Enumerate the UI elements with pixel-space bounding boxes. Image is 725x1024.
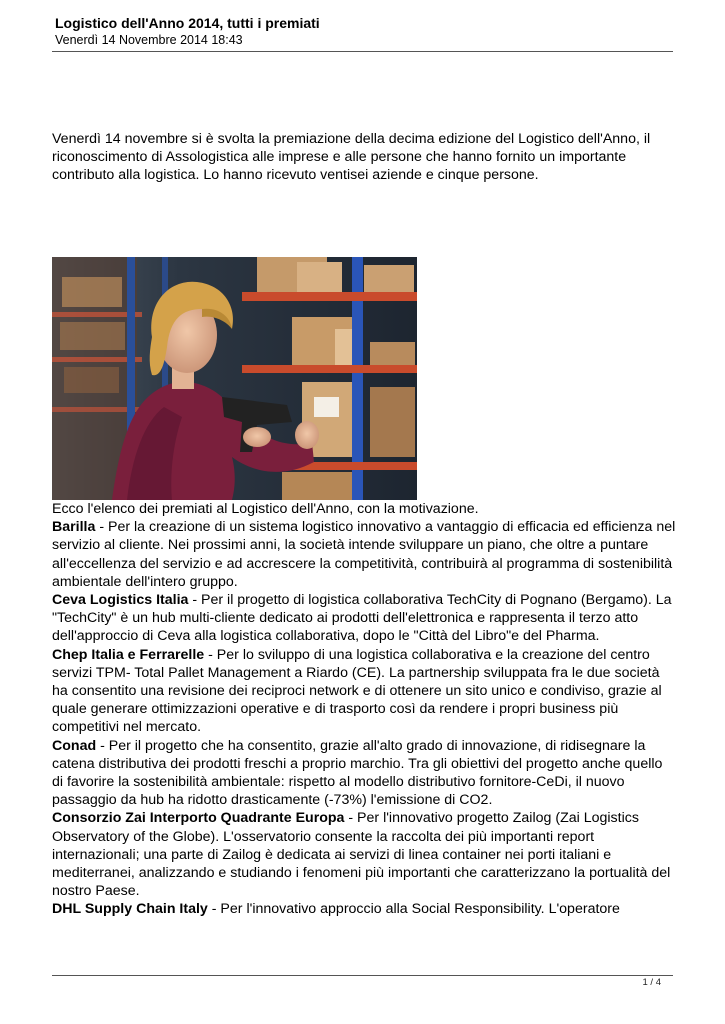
awards-list	[52, 500, 677, 919]
award-text: - Per lo sviluppo di una logistica collaborativa e la creazione del centro servizi TPM- Total Pallet Management a Riardo (CE). La partnership sviluppata fra le due società ha consentito una revisione dei reciproci network e di ottenere un sito unico e condiviso, grazie al quale generare ottimizzazioni operative e di trasporto così da rendere i propri business più competitivi nel mercato.	[52, 646, 662, 736]
page-number: 1 / 4	[642, 977, 661, 988]
award-name: Barilla	[52, 519, 96, 536]
award-name: Ceva Logistics Italia	[52, 592, 189, 609]
document-date: Venerdì 14 Novembre 2014 18:43	[55, 33, 243, 47]
award-name: DHL Supply Chain Italy	[52, 901, 208, 918]
warehouse-worker-photo	[52, 257, 417, 500]
header-divider	[52, 51, 673, 52]
award-entry-ceva	[52, 591, 677, 646]
award-text: - Per il progetto di logistica collaborativa TechCity di Pognano (Bergamo). La "TechCity" è un hub multi-cliente dedicato ai prodotti dell'elettronica e rappresenta il terzo atto dell'approccio di Ceva alla logistica collaborativa, dopo le "Città del Libro"e del Pharma.	[52, 592, 672, 645]
award-entry-consorzio-zai	[52, 809, 677, 900]
document-header	[55, 15, 675, 48]
document-title: Logistico dell'Anno 2014, tutti i premiati	[55, 15, 320, 31]
award-name: Chep Italia e Ferrarelle	[52, 646, 205, 663]
award-text: - Per l'innovativo approccio alla Social Responsibility. L'operatore	[207, 901, 620, 918]
award-name: Consorzio Zai Interporto Quadrante Europa	[52, 810, 345, 827]
award-entry-barilla	[52, 518, 677, 591]
award-text: - Per il progetto che ha consentito, grazie all'alto grado di innovazione, di ridisegnare la catena distributiva dei prodotti freschi a proprio marchio. Tra gli obiettivi del progetto anche quello di favorire la sostenibilità ambientale: rispetto al modello distributivo fornitore-CeDi, il nuovo passaggio da hub ha ridotto drasticamente (-73%) l'emissione di CO2.	[52, 737, 663, 809]
award-entry-conad	[52, 737, 677, 810]
award-text: - Per la creazione di un sistema logistico innovativo a vantaggio di efficacia ed efficienza nel servizio al cliente. Nei prossimi anni, la società intende sviluppare un piano, che oltre a puntare all'eccellenza del servizio e ad accrescere la competitività, contribuirà al programma di sostenibilità ambientale dell'intero gruppo.	[52, 519, 676, 590]
award-entry-chep-ferrarelle	[52, 646, 677, 737]
award-name: Conad	[52, 737, 97, 754]
intro-paragraph: Venerdì 14 novembre si è svolta la premiazione della decima edizione del Logistico dell'Anno, il riconoscimento di Assologistica alle imprese e alle persone che hanno fornito un importante contributo alla logistica. Lo hanno ricevuto ventisei aziende e cinque persone.	[52, 131, 651, 183]
footer-divider	[52, 975, 673, 976]
award-entry-dhl	[52, 900, 677, 918]
awards-intro: Ecco l'elenco dei premiati al Logistico dell'Anno, con la motivazione.	[52, 501, 479, 517]
award-text: - Per l'innovativo progetto Zailog (Zai Logistics Observatory of the Globe). L'osservatorio consente la raccolta dei più importanti report internazionali; una parte di Zailog è dedicata ai servizi di linea container nei porti italiani e mediterranei, analizzando e studiando i fenomeni più importanti che caratterizzano la portualità del nostro Paese.	[52, 810, 671, 900]
